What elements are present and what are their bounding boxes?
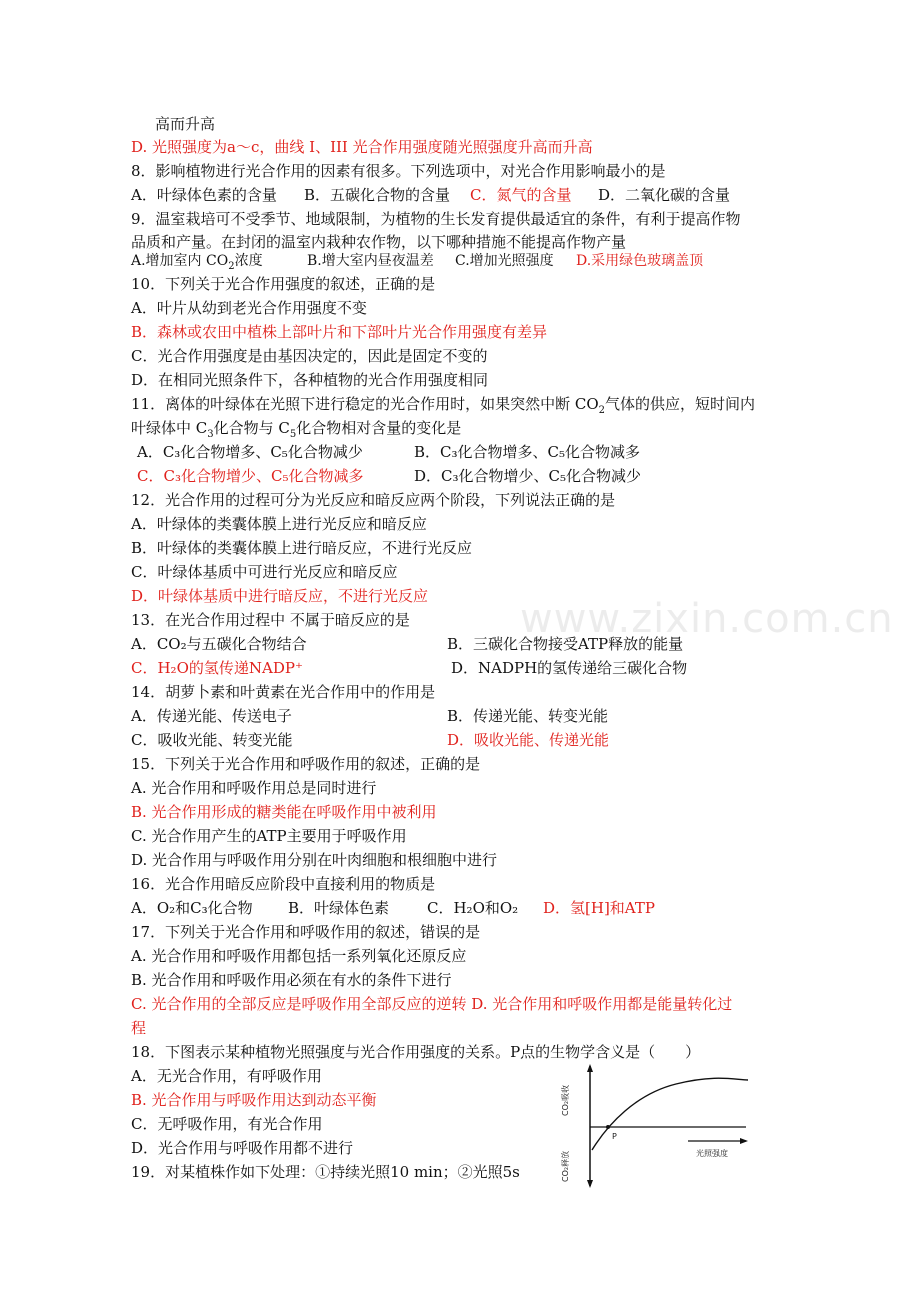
q17-option-cd: C. 光合作用的全部反应是呼吸作用全部反应的逆转 D. 光合作用和呼吸作用都是能量转化过 xyxy=(131,995,733,1013)
y-axis-arrow-down xyxy=(587,1180,593,1188)
q17-option-a: A. 光合作用和呼吸作用都包括一系列氧化还原反应 xyxy=(131,947,467,965)
q9-option-a: A.增加室内 $CO_2$浓度 xyxy=(131,253,263,272)
q15-option-b: B. 光合作用形成的糖类能在呼吸作用中被利用 xyxy=(131,803,437,821)
q17-option-b: B. 光合作用和呼吸作用必须在有水的条件下进行 xyxy=(131,971,452,989)
y-axis-arrow-up xyxy=(587,1064,593,1072)
q16-option-d: D．氢[H]和ATP xyxy=(543,899,655,917)
y-axis-bottom-label: CO₂释放 xyxy=(561,1150,570,1182)
q18-option-d: D．光合作用与呼吸作用都不进行 xyxy=(131,1139,354,1157)
q13-option-b: B．三碳化合物接受ATP释放的能量 xyxy=(447,635,684,653)
question-16: 16．光合作用暗反应阶段中直接利用的物质是 xyxy=(131,875,436,893)
q10-option-a: A．叶片从幼到老光合作用强度不变 xyxy=(131,299,367,317)
q18-option-a: A．无光合作用，有呼吸作用 xyxy=(131,1067,322,1085)
q12-option-d: D．叶绿体基质中进行暗反应，不进行光反应 xyxy=(131,587,429,605)
q15-option-c: C. 光合作用产生的ATP主要用于呼吸作用 xyxy=(131,827,407,845)
question-14: 14．胡萝卜素和叶黄素在光合作用中的作用是 xyxy=(131,683,436,701)
q10-option-c: C．光合作用强度是由基因决定的，因此是固定不变的 xyxy=(131,347,488,365)
question-12: 12．光合作用的过程可分为光反应和暗反应两个阶段，下列说法正确的是 xyxy=(131,491,616,509)
q11-option-b: B．C₃化合物增多、C₅化合物减多 xyxy=(414,443,641,461)
x-axis-label: 光照强度 xyxy=(696,1149,728,1158)
answer-line: D. 光照强度为a～c，曲线 I、III 光合作用强度随光照强度升高而升高 xyxy=(131,138,593,156)
q11-option-a: A．C₃化合物增多、C₅化合物减少 xyxy=(137,443,363,461)
q16-option-b: B．叶绿体色素 xyxy=(288,899,390,917)
q16-option-a: A．O₂和C₃化合物 xyxy=(131,899,253,917)
q8-option-a: A．叶绿体色素的含量 xyxy=(131,186,277,204)
q13-option-a: A．CO₂与五碳化合物结合 xyxy=(131,635,307,653)
question-15: 15．下列关于光合作用和呼吸作用的叙述，正确的是 xyxy=(131,755,481,773)
q13-option-d: D．NADPH的氢传递给三碳化合物 xyxy=(451,659,688,677)
q17-option-d-cont: 程 xyxy=(131,1019,147,1037)
question-11: 11．离体的叶绿体在光照下进行稳定的光合作用时，如果突然中断 $CO_2$气体的供应，短时间内 xyxy=(131,395,756,416)
question-13: 13．在光合作用过程中 不属于暗反应的是 xyxy=(131,611,410,629)
x-axis-label-arrowhead xyxy=(740,1138,748,1144)
q14-option-d: D．吸收光能、传递光能 xyxy=(447,731,610,749)
q16-option-c: C．H₂O和O₂ xyxy=(427,899,519,917)
q11-option-d: D．C₃化合物增少、C₅化合物减少 xyxy=(414,467,642,485)
q12-option-a: A．叶绿体的类囊体膜上进行光反应和暗反应 xyxy=(131,515,427,533)
q8-option-d: D．二氧化碳的含量 xyxy=(598,186,731,204)
question-9-cont: 品质和产量。在封闭的温室内栽种农作物，以下哪种措施不能提高作物产量 xyxy=(131,233,627,251)
q10-option-d: D．在相同光照条件下，各种植物的光合作用强度相同 xyxy=(131,371,489,389)
watermark: www.zixin.com.cn xyxy=(520,596,894,642)
question-19: 19．对某植株作如下处理：①持续光照10 min；②光照5s xyxy=(131,1163,520,1181)
q12-option-b: B．叶绿体的类囊体膜上进行暗反应，不进行光反应 xyxy=(131,539,473,557)
question-18: 18．下图表示某种植物光照强度与光合作用强度的关系。P点的生物学含义是（ ） xyxy=(131,1043,701,1061)
q9-option-b: B.增大室内昼夜温差 xyxy=(307,253,434,269)
q9-option-d: D.采用绿色玻璃盖顶 xyxy=(576,253,704,269)
q8-option-b: B．五碳化合物的含量 xyxy=(304,186,451,204)
q15-option-d: D. 光合作用与呼吸作用分别在叶肉细胞和根细胞中进行 xyxy=(131,851,498,869)
q13-option-c: C．H₂O的氢传递NADP⁺ xyxy=(131,659,303,677)
question-11-cont: 叶绿体中 $C_3$化合物与 $C_5$化合物相对含量的变化是 xyxy=(131,419,462,440)
question-10: 10．下列关于光合作用强度的叙述，正确的是 xyxy=(131,275,436,293)
q14-option-b: B．传递光能、转变光能 xyxy=(447,707,609,725)
q9-option-c: C.增加光照强度 xyxy=(455,253,554,269)
point-label: P xyxy=(612,1132,617,1141)
q8-option-c: C．氮气的含量 xyxy=(470,186,572,204)
question-17: 17．下列关于光合作用和呼吸作用的叙述，错误的是 xyxy=(131,923,481,941)
point-p xyxy=(606,1125,610,1129)
q18-option-b: B. 光合作用与呼吸作用达到动态平衡 xyxy=(131,1091,377,1109)
question-9: 9．温室栽培可不受季节、地域限制，为植物的生长发育提供最适宜的条件，有利于提高作物 xyxy=(131,210,741,228)
q18-option-c: C．无呼吸作用，有光合作用 xyxy=(131,1115,323,1133)
q14-option-c: C．吸收光能、转变光能 xyxy=(131,731,293,749)
q10-option-b: B．森林或农田中植株上部叶片和下部叶片光合作用强度有差异 xyxy=(131,323,548,341)
q11-option-c: C．C₃化合物增少、C₅化合物减多 xyxy=(137,467,364,485)
q14-option-a: A．传递光能、传送电子 xyxy=(131,707,292,725)
light-photosynthesis-graph xyxy=(556,1064,752,1188)
text-line: 高而升高 xyxy=(155,115,216,133)
q15-option-a: A. 光合作用和呼吸作用总是同时进行 xyxy=(131,779,377,797)
question-8: 8．影响植物进行光合作用的因素有很多。下列选项中，对光合作用影响最小的是 xyxy=(131,162,666,180)
y-axis-top-label: CO₂吸收 xyxy=(561,1084,570,1116)
q12-option-c: C．叶绿体基质中可进行光反应和暗反应 xyxy=(131,563,398,581)
